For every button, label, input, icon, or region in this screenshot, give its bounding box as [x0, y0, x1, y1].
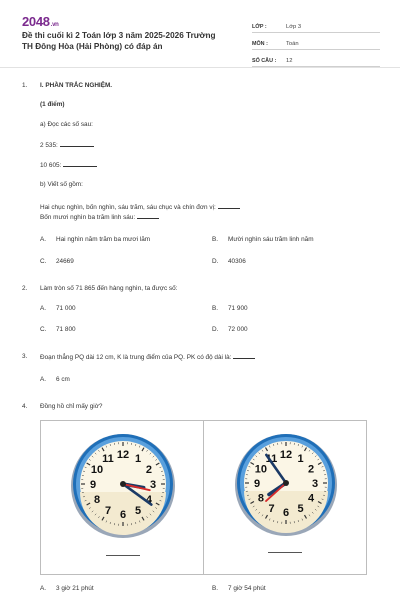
- header: [0, 0, 400, 68]
- option-text[interactable]: 71 800: [56, 326, 76, 333]
- clock-panel-right: [204, 420, 367, 575]
- meta-value: 12: [286, 58, 293, 64]
- option-letter: D.: [212, 258, 219, 265]
- clock-number: 12: [116, 449, 130, 461]
- meta-row-count: [252, 50, 380, 67]
- points-label: (1 điểm): [40, 101, 65, 108]
- clock-number: 6: [282, 507, 290, 519]
- option-letter: B.: [212, 305, 219, 312]
- clock-number: 3: [149, 479, 157, 491]
- clock-panel-left: [40, 420, 204, 575]
- clock-left-icon: [41, 421, 205, 576]
- page-title: Đề thi cuối kì 2 Toán lớp 3 năm 2025-2026 Trường TH Đông Hòa (Hải Phòng) có đáp án: [22, 31, 216, 51]
- meta-value: Lớp 3: [286, 24, 302, 30]
- meta-row-class: [252, 16, 380, 33]
- clock-number: 8: [257, 492, 264, 505]
- read-item: 10 605:: [40, 161, 97, 169]
- clock-number: 3: [311, 478, 319, 490]
- question-text: Đoạn thẳng PQ dài 12 cm, K là trung điểm của PQ. PK có độ dài là:: [40, 353, 255, 361]
- option-letter: C.: [40, 258, 47, 265]
- site-logo[interactable]: [22, 14, 59, 29]
- option-text[interactable]: 7 giờ 54 phút: [228, 585, 266, 592]
- question-number: 3.: [22, 353, 28, 360]
- question-number: 4.: [22, 403, 28, 410]
- option-text[interactable]: 24669: [56, 258, 74, 265]
- meta-label: SỐ CÂU :: [252, 58, 277, 64]
- clock-number: 9: [89, 479, 97, 491]
- meta-value: Toán: [286, 41, 299, 47]
- option-text[interactable]: 71 900: [228, 305, 248, 312]
- clock-number: 10: [90, 464, 104, 476]
- clock-number: 7: [104, 504, 112, 517]
- option-letter: A.: [40, 585, 47, 592]
- clock-number: 11: [265, 452, 278, 465]
- clock-number: 12: [279, 449, 293, 461]
- logo-main: 2048: [22, 14, 50, 29]
- logo-suffix: .vn: [50, 22, 59, 28]
- clock-center-pin: [283, 480, 289, 486]
- option-letter: C.: [40, 326, 47, 333]
- option-letter: D.: [212, 326, 219, 333]
- part-a-label: a) Đọc các số sau:: [40, 121, 93, 128]
- option-letter: A.: [40, 305, 47, 312]
- clock-number: 8: [93, 494, 101, 506]
- option-text[interactable]: Mười nghìn sáu trăm linh năm: [228, 236, 314, 243]
- option-letter: B.: [212, 585, 219, 592]
- clock-number: 7: [268, 503, 275, 516]
- question-number: 2.: [22, 285, 28, 292]
- question-text: Làm tròn số 71 865 đến hàng nghìn, ta được số:: [40, 285, 178, 292]
- clock-number: 4: [308, 492, 315, 505]
- read-item: 2 535:: [40, 141, 94, 149]
- clock-number: 11: [102, 453, 114, 466]
- clock-number: 1: [297, 452, 304, 465]
- option-text[interactable]: 6 cm: [56, 376, 70, 383]
- meta-row-subject: [252, 33, 380, 50]
- clock-number: 9: [253, 478, 261, 490]
- write-item: Bốn mươi nghìn ba trăm linh sáu:: [40, 213, 159, 221]
- write-item: Hai chục nghìn, bốn nghìn, sáu trăm, sáu chục và chín đơn vị:: [40, 203, 240, 211]
- clock-center-pin: [120, 481, 126, 487]
- clock-number: 2: [308, 463, 315, 476]
- option-text[interactable]: 72 000: [228, 326, 248, 333]
- option-text[interactable]: 71 000: [56, 305, 76, 312]
- clock-number: 6: [119, 509, 127, 521]
- question-number: 1.: [22, 82, 28, 89]
- answer-line: [106, 555, 140, 556]
- option-text[interactable]: 3 giờ 21 phút: [56, 585, 94, 592]
- option-letter: B.: [212, 236, 219, 243]
- option-letter: A.: [40, 376, 47, 383]
- meta-label: MÔN :: [252, 41, 268, 47]
- option-letter: A.: [40, 236, 47, 243]
- clock-number: 1: [134, 453, 142, 466]
- part-b-label: b) Viết số gồm:: [40, 181, 83, 188]
- clock-number: 5: [134, 504, 142, 517]
- clock-number: 4: [145, 494, 153, 506]
- clock-number: 10: [254, 463, 268, 476]
- option-text[interactable]: 40306: [228, 258, 246, 265]
- exam-meta: [252, 16, 380, 67]
- meta-label: LỚP :: [252, 24, 267, 30]
- option-text[interactable]: Hai nghìn năm trăm ba mươi lăm: [56, 236, 151, 243]
- section-heading: I. PHẦN TRẮC NGHIỆM.: [40, 82, 113, 89]
- clock-number: 5: [297, 503, 304, 516]
- clock-number: 2: [145, 464, 153, 476]
- answer-line: [268, 552, 302, 553]
- question-text: Đồng hồ chỉ mấy giờ?: [40, 403, 103, 410]
